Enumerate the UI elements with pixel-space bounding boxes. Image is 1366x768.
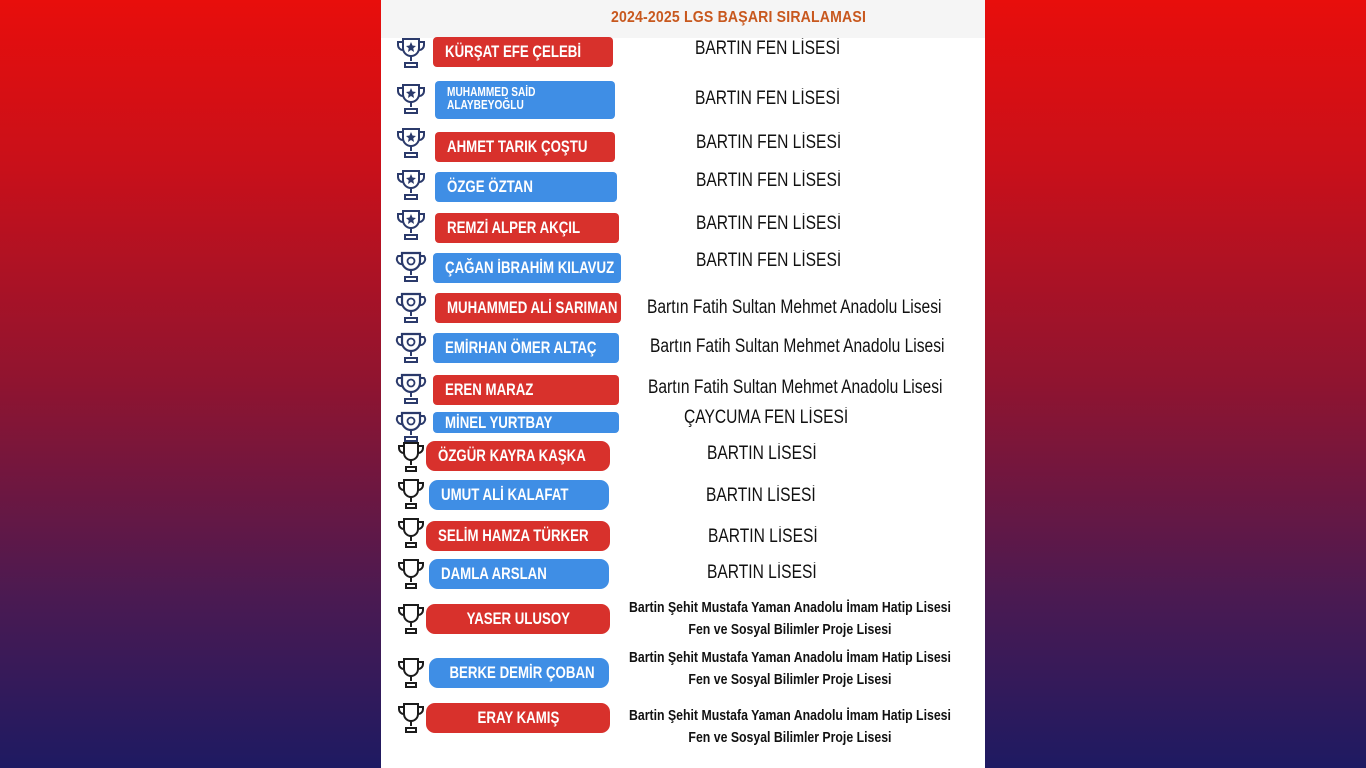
ranking-card [381,0,985,768]
school-name-line1: BARTIN FEN LİSESİ [696,170,842,191]
school-name-line1: Bartin Şehit Mustafa Yaman Anadolu İmam Hatip Lisesi [629,599,951,616]
student-name: EREN MARAZ [445,380,534,399]
trophy-star-icon [395,126,427,160]
student-name: UMUT ALİ KALAFAT [441,485,569,504]
student-name: BERKE DEMİR ÇOBAN [449,663,595,682]
school-name [684,407,848,429]
school-name [647,297,941,319]
school-name-line1: Bartın Fatih Sultan Mehmet Anadolu Lisesi [647,297,942,318]
school-name-line1: Bartın Fatih Sultan Mehmet Anadolu Lisesi [650,336,945,357]
student-name-badge [426,441,610,471]
school-name-line1: BARTIN FEN LİSESİ [695,88,841,109]
school-name [696,132,841,154]
school-name [695,38,840,60]
school-name-line1: BARTIN LİSESİ [706,485,816,506]
trophy-cup-icon [395,410,427,444]
student-name: ÇAĞAN İBRAHİM KILAVUZ [445,258,615,277]
school-name [696,250,841,272]
student-name: YASER ULUSOY [466,609,570,628]
student-name-badge [435,293,621,323]
school-name-line2: Fen ve Sosyal Bilimler Proje Lisesi [688,671,892,688]
trophy-icon [395,440,427,474]
student-name-badge [435,172,617,202]
student-name-badge [433,253,621,283]
trophy-star-icon [395,208,427,242]
student-name-badge [429,658,609,688]
school-name-line1: BARTIN FEN LİSESİ [696,250,842,271]
school-name-line2: Fen ve Sosyal Bilimler Proje Lisesi [688,621,892,638]
student-name-badge [426,521,610,551]
student-name: SELİM HAMZA TÜRKER [438,526,589,545]
trophy-icon [395,602,427,636]
student-name-badge [426,703,610,733]
trophy-star-icon [395,36,427,70]
student-name: AHMET TARIK ÇOŞTU [447,137,588,156]
student-name-badge [435,213,619,243]
student-name: DAMLA ARSLAN [441,564,547,583]
trophy-icon [395,477,427,511]
school-name [650,336,944,358]
title-bar [381,0,985,38]
trophy-icon [395,516,427,550]
student-name: ÖZGÜR KAYRA KAŞKA [438,446,586,465]
school-name [708,526,818,548]
student-name: KÜRŞAT EFE ÇELEBİ [445,42,582,61]
school-name-line1: BARTIN FEN LİSESİ [696,213,842,234]
school-name-line1: BARTIN LİSESİ [707,443,817,464]
trophy-star-icon [395,168,427,202]
school-name-line1: BARTIN LİSESİ [707,562,817,583]
school-name [707,562,817,584]
school-name-line1: Bartin Şehit Mustafa Yaman Anadolu İmam Hatip Lisesi [629,707,951,724]
student-name: REMZİ ALPER AKÇIL [447,218,581,237]
student-name-badge [433,37,613,67]
student-name: ÖZGE ÖZTAN [447,177,533,196]
school-name [696,213,841,235]
school-name-line1: BARTIN FEN LİSESİ [695,38,841,59]
student-name-badge [433,412,619,433]
trophy-icon [395,701,427,735]
student-name: MİNEL YURTBAY [445,413,553,432]
trophy-cup-icon [395,250,427,284]
student-name: MUHAMMED SAİD ALAYBEYOĞLU [447,84,536,112]
trophy-cup-icon [395,372,427,406]
school-name [629,647,951,691]
trophy-icon [395,656,427,690]
school-name-line1: BARTIN LİSESİ [708,526,818,547]
student-name-badge [429,480,609,510]
student-name: ERAY KAMIŞ [477,708,559,727]
student-name-badge [435,81,615,119]
school-name [706,485,816,507]
student-name-badge [433,333,619,363]
student-name-badge [426,604,610,634]
student-name: MUHAMMED ALİ SARIMAN [447,298,618,317]
school-name [695,88,840,110]
trophy-star-icon [395,82,427,116]
school-name-line1: ÇAYCUMA FEN LİSESİ [684,407,849,428]
school-name [629,597,951,641]
trophy-cup-icon [395,331,427,365]
school-name-line1: BARTIN FEN LİSESİ [696,132,842,153]
school-name-line2: Fen ve Sosyal Bilimler Proje Lisesi [688,729,892,746]
trophy-cup-icon [395,291,427,325]
school-name [696,170,841,192]
school-name [707,443,817,465]
school-name-line1: Bartın Fatih Sultan Mehmet Anadolu Lisesi [648,377,943,398]
student-name: EMİRHAN ÖMER ALTAÇ [445,338,597,357]
school-name [648,377,942,399]
school-name [629,705,951,749]
school-name-line1: Bartin Şehit Mustafa Yaman Anadolu İmam Hatip Lisesi [629,649,951,666]
trophy-icon [395,557,427,591]
page-title: 2024-2025 LGS BAŞARI SIRALAMASI [611,9,867,26]
student-name-badge [435,132,615,162]
student-name-badge [429,559,609,589]
student-name-badge [433,375,619,405]
